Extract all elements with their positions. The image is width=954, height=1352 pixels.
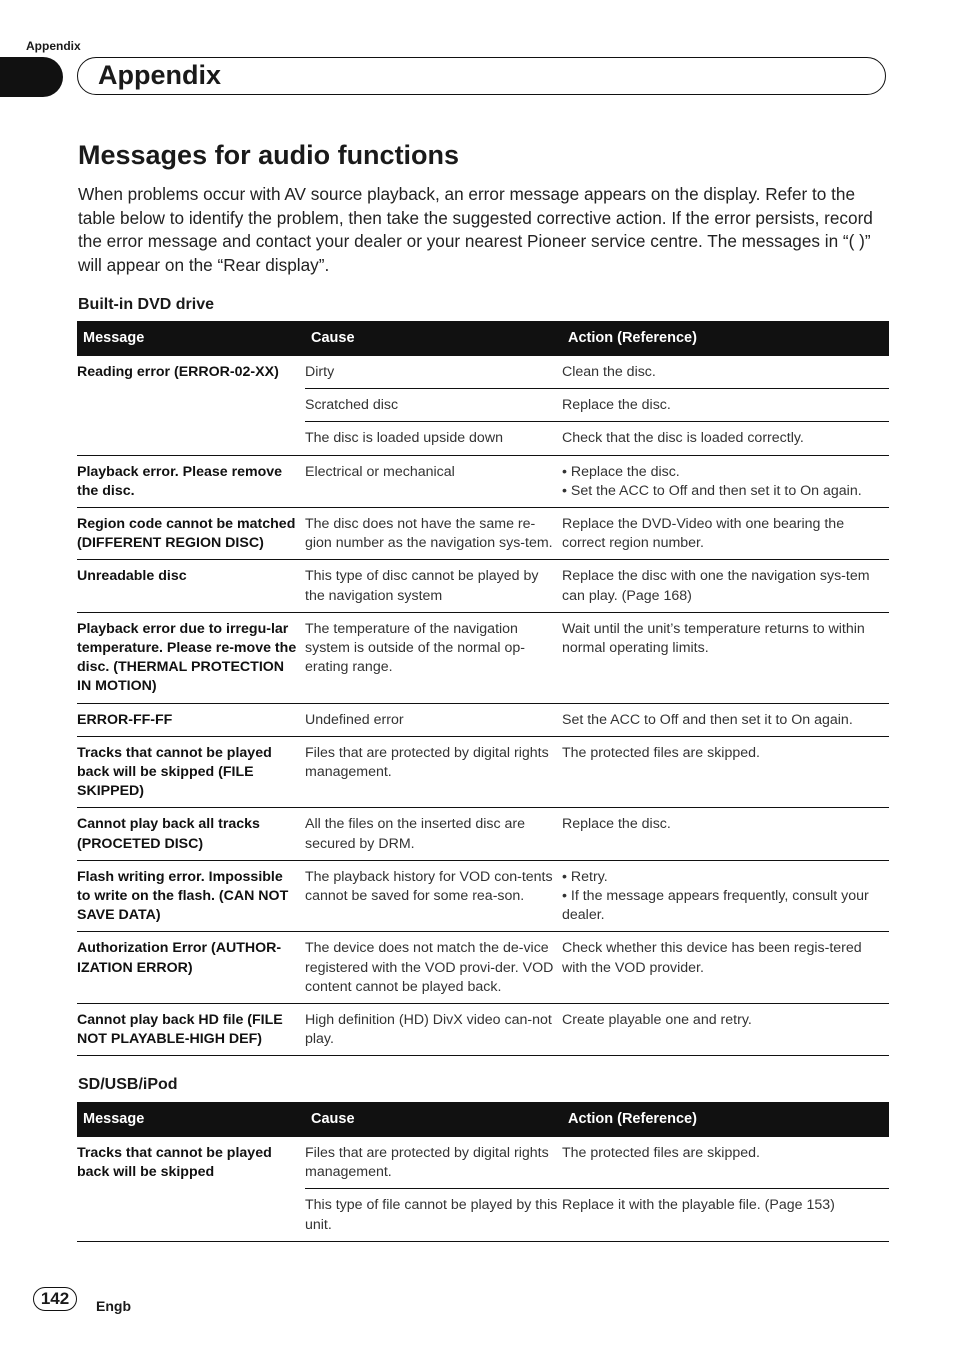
action-cell: The protected files are skipped. xyxy=(562,736,889,808)
cause-cell: The disc does not have the same re-gion number as the navigation sys-tem. xyxy=(305,508,562,560)
message-cell: Region code cannot be matched (DIFFERENT REGION DISC) xyxy=(77,508,305,560)
action-cell: Replace the disc. xyxy=(562,389,889,422)
message-cell: Authorization Error (AUTHOR-IZATION ERROR) xyxy=(77,932,305,1004)
column-header-cause: Cause xyxy=(305,321,562,356)
message-cell: ERROR-FF-FF xyxy=(77,703,305,736)
cause-cell: This type of disc cannot be played by the navigation system xyxy=(305,560,562,612)
table-row xyxy=(77,808,889,860)
section-title: Appendix xyxy=(98,60,222,90)
cause-cell: Dirty xyxy=(305,356,562,389)
action-cell: Check whether this device has been regis-tered with the VOD provider. xyxy=(562,932,889,1004)
section-tab-marker xyxy=(0,57,63,97)
action-cell: Set the ACC to Off and then set it to On again. xyxy=(562,703,889,736)
running-header: Appendix xyxy=(26,39,81,53)
action-cell: Replace it with the playable file. (Page 153) xyxy=(562,1189,889,1241)
table-row xyxy=(77,612,889,703)
column-header-message: Message xyxy=(77,321,305,356)
page-title: Messages for audio functions xyxy=(78,140,460,170)
cause-cell: Files that are protected by digital rights management. xyxy=(305,1137,562,1189)
cause-cell: Undefined error xyxy=(305,703,562,736)
message-cell: Playback error. Please remove the disc. xyxy=(77,455,305,507)
cause-cell: The disc is loaded upside down xyxy=(305,422,562,455)
message-cell: Tracks that cannot be played back will be skipped (FILE SKIPPED) xyxy=(77,736,305,808)
page-number-badge: 142 xyxy=(33,1287,77,1311)
action-cell: Replace the disc with one the navigation sys-tem can play. (Page 168) xyxy=(562,560,889,612)
action-cell: • Retry. • If the message appears frequently, consult your dealer. xyxy=(562,860,889,932)
message-cell: Tracks that cannot be played back will be skipped xyxy=(77,1145,272,1181)
action-cell: • Replace the disc. • Set the ACC to Off and then set it to On again. xyxy=(562,455,889,507)
table-row xyxy=(77,1004,889,1056)
table-header-row xyxy=(77,1102,889,1137)
message-cell xyxy=(77,1189,305,1241)
message-cell: Flash writing error. Impossible to write on the flash. (CAN NOT SAVE DATA) xyxy=(77,860,305,932)
column-header-message: Message xyxy=(77,1102,305,1137)
section-banner xyxy=(77,57,886,95)
dvd-messages-table xyxy=(77,321,889,1056)
cause-cell: The device does not match the de-vice registered with the VOD provi-der. VOD content cannot be played back. xyxy=(305,932,562,1004)
table-row xyxy=(77,560,889,612)
action-cell: Clean the disc. xyxy=(562,356,889,389)
message-cell xyxy=(77,422,305,455)
message-cell: Cannot play back HD file (FILE NOT PLAYABLE-HIGH DEF) xyxy=(77,1004,305,1056)
message-cell: Cannot play back all tracks (PROCETED DISC) xyxy=(77,808,305,860)
intro-paragraph: When problems occur with AV source playback, an error message appears on the display. Refer to the table below to identify the problem, then take the suggested corrective action. If the error persists, record the error message and contact your dealer or your nearest Pioneer service centre. The messages in “( )” will appear on the “Rear display”. xyxy=(78,184,873,275)
table-header-row xyxy=(77,321,889,356)
table-row xyxy=(77,703,889,736)
cause-cell: Files that are protected by digital rights management. xyxy=(305,736,562,808)
table-row xyxy=(77,422,889,455)
action-cell: The protected files are skipped. xyxy=(562,1137,889,1189)
cause-cell: Electrical or mechanical xyxy=(305,455,562,507)
message-cell xyxy=(77,389,305,422)
action-cell: Create playable one and retry. xyxy=(562,1004,889,1056)
action-cell: Wait until the unit’s temperature returns to within normal operating limits. xyxy=(562,612,889,703)
cause-cell: The temperature of the navigation system is outside of the normal op-erating range. xyxy=(305,612,562,703)
table-row xyxy=(77,860,889,932)
column-header-cause: Cause xyxy=(305,1102,562,1137)
action-cell: Replace the disc. xyxy=(562,808,889,860)
message-cell: Playback error due to irregu-lar temperature. Please re-move the disc. (THERMAL PROTECTION IN MOTION) xyxy=(77,612,305,703)
table-heading-dvd: Built-in DVD drive xyxy=(78,296,215,313)
action-cell: Check that the disc is loaded correctly. xyxy=(562,422,889,455)
table-row xyxy=(77,389,889,422)
table-row xyxy=(77,455,889,507)
table-row xyxy=(77,1189,889,1241)
column-header-action: Action (Reference) xyxy=(562,321,889,356)
cause-cell: High definition (HD) DivX video can-not play. xyxy=(305,1004,562,1056)
table-heading-sd-usb-ipod: SD/USB/iPod xyxy=(78,1076,178,1093)
table-row xyxy=(77,736,889,808)
cause-cell: All the files on the inserted disc are secured by DRM. xyxy=(305,808,562,860)
cause-cell: Scratched disc xyxy=(305,389,562,422)
table-row xyxy=(77,508,889,560)
cause-cell: The playback history for VOD con-tents cannot be saved for some rea-son. xyxy=(305,860,562,932)
message-cell: Unreadable disc xyxy=(77,560,305,612)
column-header-action: Action (Reference) xyxy=(562,1102,889,1137)
table-row xyxy=(77,356,889,389)
cause-cell: This type of file cannot be played by this unit. xyxy=(305,1189,562,1241)
message-cell: Reading error (ERROR-02-XX) xyxy=(77,364,279,380)
action-cell: Replace the DVD-Video with one bearing the correct region number. xyxy=(562,508,889,560)
sd-usb-ipod-messages-table xyxy=(77,1102,889,1242)
language-code: Engb xyxy=(96,1298,131,1314)
table-row xyxy=(77,932,889,1004)
table-row xyxy=(77,1137,889,1189)
